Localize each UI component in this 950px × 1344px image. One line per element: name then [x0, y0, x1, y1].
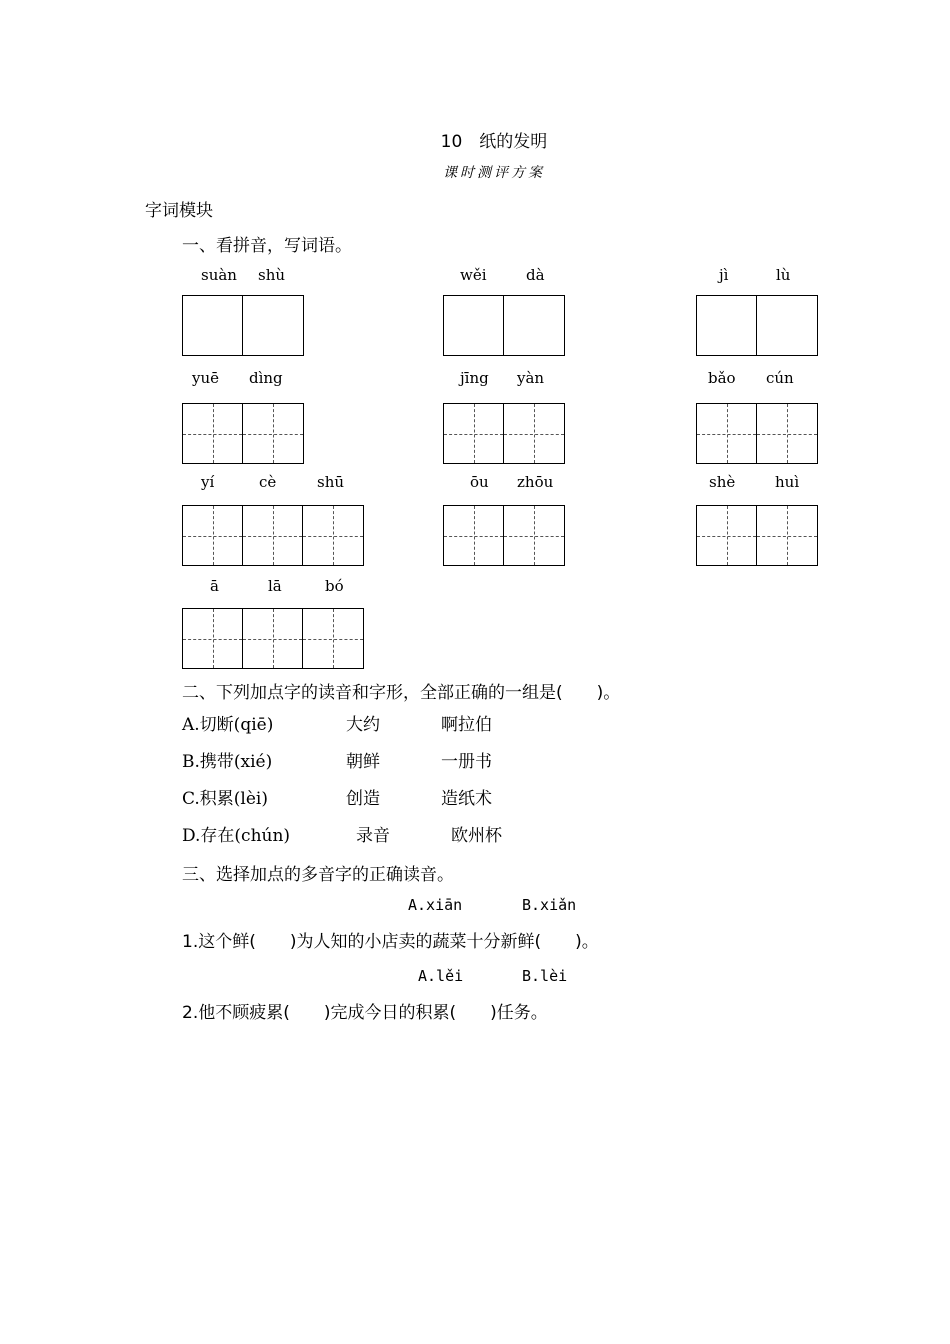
option-d-word2: 录音: [356, 826, 390, 846]
option-b-word2: 朝鲜: [346, 752, 380, 772]
pinyin: cè: [259, 473, 277, 491]
pinyin: dà: [526, 266, 545, 284]
pinyin: lā: [268, 577, 282, 595]
option-c-word2: 创造: [346, 789, 380, 809]
reading-option-a: A.lěi: [418, 967, 464, 985]
option-b-word3: 一册书: [441, 752, 492, 772]
pinyin: shū: [317, 473, 345, 491]
answer-grid[interactable]: [182, 608, 364, 669]
option-c-word1: C.积累(lèi): [182, 789, 269, 809]
answer-grid[interactable]: [182, 403, 304, 464]
page-subtitle: 课时测评方案: [443, 165, 545, 181]
pinyin: shù: [258, 266, 286, 284]
answer-grid[interactable]: [696, 295, 818, 356]
reading-option-b: B.lèi: [522, 967, 568, 985]
option-b-word1: B.携带(xié): [182, 752, 273, 772]
option-a-word2: 大约: [346, 715, 380, 735]
reading-option-b: B.xiǎn: [522, 896, 577, 914]
option-d-word1: D.存在(chún): [182, 826, 291, 846]
module-heading: 字词模块: [145, 201, 213, 221]
pinyin: wěi: [460, 266, 487, 284]
pinyin: dìng: [249, 369, 283, 387]
answer-grid[interactable]: [696, 505, 818, 566]
page-title: 10 纸的发明: [440, 132, 548, 152]
pinyin: shè: [709, 473, 736, 491]
answer-grid[interactable]: [443, 295, 565, 356]
answer-grid[interactable]: [443, 403, 565, 464]
pinyin: ā: [210, 577, 219, 595]
pinyin: lù: [776, 266, 791, 284]
q2-heading: 二、下列加点字的读音和字形，全部正确的一组是( )。: [182, 683, 621, 703]
option-a-word1: A.切断(qiē): [182, 715, 274, 735]
answer-grid[interactable]: [182, 505, 364, 566]
pinyin: jīng: [460, 369, 489, 387]
q1-heading: 一、看拼音，写词语。: [182, 236, 352, 256]
answer-grid[interactable]: [182, 295, 304, 356]
option-c-word3: 造纸术: [441, 789, 492, 809]
pinyin: bǎo: [708, 369, 736, 387]
answer-grid[interactable]: [443, 505, 565, 566]
pinyin: yí: [201, 473, 215, 491]
pinyin: cún: [766, 369, 794, 387]
pinyin: yàn: [517, 369, 545, 387]
pinyin: huì: [775, 473, 800, 491]
pinyin: jì: [719, 266, 729, 284]
q3-heading: 三、选择加点的多音字的正确读音。: [182, 865, 454, 885]
pinyin: zhōu: [517, 473, 554, 491]
option-a-word3: 啊拉伯: [441, 715, 492, 735]
answer-grid[interactable]: [696, 403, 818, 464]
pinyin: yuē: [192, 369, 220, 387]
pinyin: suàn: [201, 266, 237, 284]
pinyin: bó: [325, 577, 344, 595]
q3-sentence-1: 1.这个鲜( )为人知的小店卖的蔬菜十分新鲜( )。: [182, 932, 599, 952]
pinyin: ōu: [470, 473, 489, 491]
q3-sentence-2: 2.他不顾疲累( )完成今日的积累( )任务。: [182, 1003, 548, 1023]
reading-option-a: A.xiān: [408, 896, 463, 914]
option-d-word3: 欧州杯: [451, 826, 502, 846]
